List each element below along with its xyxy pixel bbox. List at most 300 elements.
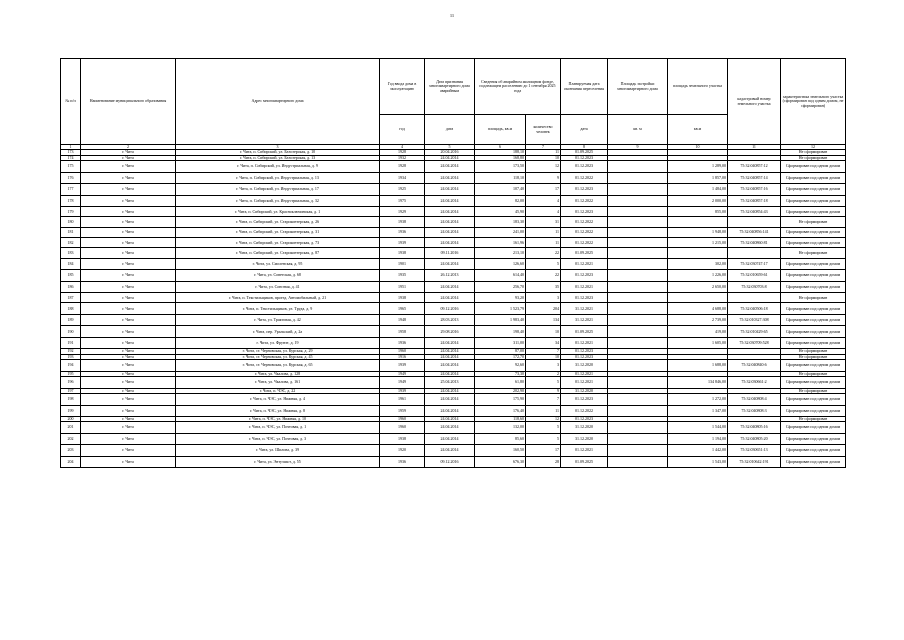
cell-area: 168,80 — [475, 155, 526, 160]
cell-area: 1 983,40 — [475, 314, 526, 326]
cell-built-up-area — [608, 293, 668, 303]
table-row — [61, 207, 846, 217]
cell-land-status: Сформирован под одним домом — [781, 184, 846, 196]
cell-year-built: 1936 — [380, 227, 425, 237]
cell-area: 73,30 — [475, 371, 526, 376]
cell-area: 118,60 — [475, 417, 526, 422]
table-row — [61, 258, 846, 270]
cell-municipality: г. Чита — [81, 150, 176, 155]
cell-area: 176,40 — [475, 405, 526, 417]
cell-year-built: 1965 — [380, 303, 425, 315]
cell-recognition-date: 09.11.2016 — [425, 248, 475, 258]
cell-planned-date: 01.09.2025 — [561, 150, 608, 155]
cell-cadastral: 75:32:040506:18 — [728, 303, 781, 315]
cell-municipality: г. Чита — [81, 248, 176, 258]
column-number: 9 — [608, 145, 668, 150]
cell-address: г. Чита, п. ЧЭС, д. 22 — [176, 388, 380, 393]
cell-municipality: г. Чита — [81, 172, 176, 184]
cell-number: 184 — [61, 258, 81, 270]
cell-land-area: 1 543,00 — [668, 456, 728, 468]
table-row — [61, 184, 846, 196]
cell-cadastral — [728, 248, 781, 258]
cell-year-built: 1939 — [380, 238, 425, 248]
cell-area: 173,50 — [475, 161, 526, 173]
table-row — [61, 314, 846, 326]
cell-municipality: г. Чита — [81, 445, 176, 457]
cell-residents: 5 — [526, 258, 561, 270]
cell-land-area: 855,00 — [668, 207, 728, 217]
cell-cadastral: 75:32:040805:20 — [728, 433, 781, 445]
cell-recognition-date: 24.04.2014 — [425, 217, 475, 227]
cell-area: 61,80 — [475, 377, 526, 389]
cell-residents: 5 — [526, 422, 561, 434]
cell-land-status: Не сформирован — [781, 354, 846, 359]
cell-municipality: г. Чита — [81, 207, 176, 217]
table-row — [61, 303, 846, 315]
cell-address: г. Чита, ул. Союзная, д. 41 — [176, 281, 380, 293]
cell-municipality: г. Чита — [81, 456, 176, 468]
cell-address: г. Чита, п. Сибирский, ул. Староконтерская, д. 87 — [176, 248, 380, 258]
cell-land-status: Сформирован под одним домом — [781, 422, 846, 434]
cell-address: г. Чита, п. Сибирский, ул. Белозерская, д. 10 — [176, 150, 380, 155]
cell-built-up-area — [608, 456, 668, 468]
cell-land-area: 1 948,00 — [668, 227, 728, 237]
cell-recognition-date: 24.04.2014 — [425, 238, 475, 248]
cell-land-area — [668, 248, 728, 258]
cell-planned-date: 31.12.2020 — [561, 388, 608, 393]
cell-municipality: г. Чита — [81, 394, 176, 406]
cell-cadastral — [728, 293, 781, 303]
cell-planned-date: 01.12.2023 — [561, 270, 608, 282]
cell-residents: 134 — [526, 314, 561, 326]
cell-year-built: 1939 — [380, 388, 425, 393]
cell-address: г. Чита, пер. Уральский, д. 2а — [176, 326, 380, 338]
cell-municipality: г. Чита — [81, 303, 176, 315]
cell-planned-date: 01.09.2025 — [561, 456, 608, 468]
cell-recognition-date: 09.12.2016 — [425, 456, 475, 468]
cell-land-area: 1 605,00 — [668, 337, 728, 349]
cell-land-status: Сформирован под одним домом — [781, 326, 846, 338]
cell-planned-date: 01.12.2022 — [561, 227, 608, 237]
cell-built-up-area — [608, 394, 668, 406]
header-emergency-fund: Сведения об аварийном жилищном фонде, подлежащем расселению до 1 сентября 2025 года — [475, 59, 561, 115]
cell-cadastral: 75:32:030709:528 — [728, 337, 781, 349]
cell-address: г. Чита, п. Сибирский, ул. Белозерская, д. 13 — [176, 155, 380, 160]
cell-residents: 35 — [526, 281, 561, 293]
cell-recognition-date: 24.04.2014 — [425, 281, 475, 293]
cell-recognition-date: 24.04.2014 — [425, 445, 475, 457]
cell-area: 175,90 — [475, 394, 526, 406]
cell-cadastral: 75:32:040840:6 — [728, 360, 781, 372]
table-row — [61, 270, 846, 282]
cell-number: 198 — [61, 394, 81, 406]
cell-residents: 3 — [526, 360, 561, 372]
cell-residents: 31 — [526, 217, 561, 227]
header-cadastral: кадастровый номер земельного участка — [728, 59, 781, 145]
cell-number: 195 — [61, 371, 81, 376]
table-row — [61, 422, 846, 434]
cell-address: г. Чита, п. Текстильщиков, ул. Труда, д. 9 — [176, 303, 380, 315]
table-row — [61, 337, 846, 349]
cell-recognition-date: 24.04.2014 — [425, 394, 475, 406]
cell-residents: 204 — [526, 303, 561, 315]
cell-recognition-date: 24.04.2014 — [425, 258, 475, 270]
cell-number: 200 — [61, 417, 81, 422]
cell-cadastral — [728, 217, 781, 227]
cell-land-area: 2 739,00 — [668, 314, 728, 326]
cell-cadastral: 75:32:010659:61 — [728, 270, 781, 282]
cell-year-built: 1928 — [380, 150, 425, 155]
cell-area: 160,50 — [475, 445, 526, 457]
cell-built-up-area — [608, 217, 668, 227]
cell-planned-date: 01.12.2023 — [561, 207, 608, 217]
cell-recognition-date: 24.04.2014 — [425, 360, 475, 372]
cell-year-built: 1936 — [380, 337, 425, 349]
cell-cadastral: 75:32:040857:18 — [728, 195, 781, 207]
cell-year-built: 1938 — [380, 248, 425, 258]
cell-land-area: 1 688,00 — [668, 360, 728, 372]
table-row — [61, 445, 846, 457]
cell-residents: 5 — [526, 433, 561, 445]
cell-municipality: г. Чита — [81, 184, 176, 196]
cell-cadastral: 75:32:040857:14 — [728, 172, 781, 184]
cell-planned-date: 01.12.2022 — [561, 405, 608, 417]
cell-year-built: 1960 — [380, 349, 425, 354]
cell-planned-date: 31.12.2020 — [561, 433, 608, 445]
cell-address: г. Чита, ул. Трактовая, д. 42 — [176, 314, 380, 326]
cell-recognition-date: 09.12.2016 — [425, 303, 475, 315]
cell-municipality: г. Чита — [81, 388, 176, 393]
cell-land-area: 2 650,00 — [668, 281, 728, 293]
cell-year-built: 1959 — [380, 405, 425, 417]
cell-year-built: 1960 — [380, 422, 425, 434]
cell-built-up-area — [608, 161, 668, 173]
cell-area: 45,90 — [475, 207, 526, 217]
cell-land-status: Не сформирован — [781, 217, 846, 227]
cell-year-built: 1928 — [380, 161, 425, 173]
subheader-date: дата — [425, 115, 475, 145]
cell-number: 199 — [61, 405, 81, 417]
cell-residents: 11 — [526, 238, 561, 248]
cell-land-status: Сформирован под одним домом — [781, 445, 846, 457]
table-body — [61, 150, 846, 468]
cell-planned-date: 01.12.2023 — [561, 293, 608, 303]
cell-land-area: 1 544,00 — [668, 422, 728, 434]
cell-cadastral: 75:32:030661:2 — [728, 377, 781, 389]
cell-residents: 3 — [526, 293, 561, 303]
column-number: 1 — [61, 145, 81, 150]
page-number: 11 — [449, 13, 455, 18]
header-municipality: Наименование муниципального образования — [81, 59, 176, 145]
cell-cadastral: 75:32:040857:16 — [728, 184, 781, 196]
cell-address: г. Чита, п. ЧЭС, ул. Нижняя, д. 10 — [176, 417, 380, 422]
subheader-year: год — [380, 115, 425, 145]
cell-recognition-date: 24.04.2014 — [425, 184, 475, 196]
cell-area: 132,00 — [475, 422, 526, 434]
cell-year-built: 1932 — [380, 155, 425, 160]
cell-year-built: 1901 — [380, 258, 425, 270]
cell-land-area: 419,00 — [668, 326, 728, 338]
cell-address: г. Чита, п. Сибирский, ул. Староконтерская, д. 26 — [176, 217, 380, 227]
cell-number: 189 — [61, 314, 81, 326]
cell-address: г. Чита, п. Сибирский, ул. Староконтерская, д. 31 — [176, 227, 380, 237]
cell-built-up-area — [608, 195, 668, 207]
cell-area: 161,96 — [475, 238, 526, 248]
cell-land-status: Не сформирован — [781, 293, 846, 303]
cell-land-status: Сформирован под одним домом — [781, 281, 846, 293]
cell-year-built: 1948 — [380, 314, 425, 326]
cell-land-area: 1 857,00 — [668, 172, 728, 184]
subheader-built-sqm: кв. м — [608, 115, 668, 145]
cell-recognition-date: 24.04.2014 — [425, 417, 475, 422]
subheader-plan-date: дата — [561, 115, 608, 145]
cell-cadastral: 75:32:040808:3 — [728, 405, 781, 417]
cell-residents: 9 — [526, 172, 561, 184]
cell-year-built: 1938 — [380, 433, 425, 445]
cell-recognition-date: 24.04.2014 — [425, 227, 475, 237]
cell-residents: 4 — [526, 207, 561, 217]
table-row — [61, 405, 846, 417]
cell-area: 311,00 — [475, 337, 526, 349]
cell-recognition-date: 24.04.2014 — [425, 349, 475, 354]
cell-recognition-date: 24.04.2014 — [425, 293, 475, 303]
cell-residents: 10 — [526, 326, 561, 338]
cell-land-status: Сформирован под одним домом — [781, 405, 846, 417]
cell-built-up-area — [608, 184, 668, 196]
cell-built-up-area — [608, 303, 668, 315]
cell-planned-date: 31.12.2021 — [561, 314, 608, 326]
cell-address: г. Чита, ст. Черновская, ул. Курская, д. 45 — [176, 354, 380, 359]
cell-built-up-area — [608, 258, 668, 270]
cell-number: 188 — [61, 303, 81, 315]
cell-municipality: г. Чита — [81, 405, 176, 417]
cell-year-built: 1920 — [380, 445, 425, 457]
cell-area: 1 523,79 — [475, 303, 526, 315]
cell-municipality: г. Чита — [81, 270, 176, 282]
cell-area: 256,70 — [475, 281, 526, 293]
cell-land-status: Не сформирован — [781, 150, 846, 155]
cell-municipality: г. Чита — [81, 417, 176, 422]
cell-year-built: 1958 — [380, 326, 425, 338]
cell-residents: 9 — [526, 388, 561, 393]
table-row — [61, 195, 846, 207]
cell-land-area: 1 484,00 — [668, 184, 728, 196]
cell-recognition-date: 24.04.2014 — [425, 405, 475, 417]
cell-residents: 12 — [526, 161, 561, 173]
cell-municipality: г. Чита — [81, 195, 176, 207]
cell-built-up-area — [608, 281, 668, 293]
cell-land-status: Не сформирован — [781, 248, 846, 258]
cell-built-up-area — [608, 248, 668, 258]
cell-land-status: Сформирован под одним домом — [781, 337, 846, 349]
cell-year-built: 1925 — [380, 184, 425, 196]
cell-area: 92,60 — [475, 360, 526, 372]
cell-year-built: 1949 — [380, 371, 425, 376]
cell-built-up-area — [608, 433, 668, 445]
cell-planned-date: 01.12.2022 — [561, 238, 608, 248]
cell-built-up-area — [608, 326, 668, 338]
cell-land-area: 4 688,00 — [668, 303, 728, 315]
cell-planned-date: 01.12.2023 — [561, 354, 608, 359]
cell-planned-date: 01.12.2022 — [561, 195, 608, 207]
header-planned-date: Планируемая дата окончания переселения — [561, 59, 608, 115]
column-number: 6 — [475, 145, 526, 150]
column-number: 4 — [380, 145, 425, 150]
cell-municipality: г. Чита — [81, 349, 176, 354]
cell-area: 118,10 — [475, 172, 526, 184]
housing-table — [60, 58, 846, 468]
cell-municipality: г. Чита — [81, 326, 176, 338]
header-land-status: характеристика земельного участка (сформирован под одним домом, не сформирован) — [781, 59, 846, 145]
cell-recognition-date: 24.04.2014 — [425, 337, 475, 349]
cell-recognition-date: 25.04.2013 — [425, 377, 475, 389]
cell-recognition-date: 24.04.2014 — [425, 433, 475, 445]
cell-recognition-date: 24.04.2014 — [425, 371, 475, 376]
cell-built-up-area — [608, 270, 668, 282]
cell-planned-date: 01.12.2021 — [561, 258, 608, 270]
cell-land-area — [668, 217, 728, 227]
cell-built-up-area — [608, 207, 668, 217]
cell-planned-date: 01.09.2025 — [561, 326, 608, 338]
cell-planned-date: 01.12.2023 — [561, 155, 608, 160]
cell-land-area — [668, 293, 728, 303]
cell-residents: 2 — [526, 371, 561, 376]
cell-area: 188,10 — [475, 150, 526, 155]
cell-land-area: 1 226,00 — [668, 270, 728, 282]
cell-cadastral: 75:32:040805:16 — [728, 422, 781, 434]
cell-cadastral: 75:32:040856:141 — [728, 227, 781, 237]
cell-municipality: г. Чита — [81, 258, 176, 270]
cell-address: г. Чита, ст. Черновская, ул. Курская, д. 65 — [176, 360, 380, 372]
cell-cadastral: 75:32:040860:81 — [728, 238, 781, 248]
cell-number: 174 — [61, 155, 81, 160]
cell-area: 85,60 — [475, 433, 526, 445]
cell-number: 178 — [61, 195, 81, 207]
cell-planned-date: 01.12.2023 — [561, 161, 608, 173]
cell-address: г. Чита, п. Сибирский, ул. Индустриальная, д. 13 — [176, 172, 380, 184]
cell-municipality: г. Чита — [81, 293, 176, 303]
cell-residents: 7 — [526, 394, 561, 406]
cell-recognition-date: 24.04.2014 — [425, 354, 475, 359]
cell-area: 93,20 — [475, 293, 526, 303]
cell-residents: 28 — [526, 456, 561, 468]
table-row — [61, 281, 846, 293]
cell-area: 676,30 — [475, 456, 526, 468]
cell-address: г. Чита, п. Сибирский, ул. Староконтерская, д. 73 — [176, 238, 380, 248]
cell-recognition-date: 24.04.2014 — [425, 422, 475, 434]
cell-area: 87,00 — [475, 349, 526, 354]
cell-residents: 17 — [526, 184, 561, 196]
header-recognition-date: Дата признания многоквартирного дома аварийным — [425, 59, 475, 115]
cell-cadastral: 75:32:030747:17 — [728, 258, 781, 270]
cell-planned-date: 01.12.2021 — [561, 445, 608, 457]
column-number: 11 — [728, 145, 781, 150]
table-row — [61, 227, 846, 237]
cell-land-area: 2 000,00 — [668, 195, 728, 207]
table-row — [61, 217, 846, 227]
cell-planned-date: 01.12.2021 — [561, 281, 608, 293]
cell-year-built: 1916 — [380, 354, 425, 359]
cell-land-status: Сформирован под одним домом — [781, 303, 846, 315]
cell-address: г. Чита, п. Сибирский, ул. Индустриальная, д. 17 — [176, 184, 380, 196]
cell-planned-date: 01.12.2023 — [561, 394, 608, 406]
cell-built-up-area — [608, 422, 668, 434]
cell-residents: 22 — [526, 248, 561, 258]
cell-residents: 34 — [526, 337, 561, 349]
cell-municipality: г. Чита — [81, 155, 176, 160]
cell-recognition-date: 29.08.2016 — [425, 326, 475, 338]
cell-residents: 4 — [526, 195, 561, 207]
cell-address: г. Чита, п. Сибирский, ул. Красноключинская, д. 1 — [176, 207, 380, 217]
cell-year-built: 1975 — [380, 195, 425, 207]
cell-planned-date: 01.12.2021 — [561, 371, 608, 376]
table-row — [61, 293, 846, 303]
cell-number: 203 — [61, 445, 81, 457]
cell-recognition-date: 24.04.2014 — [425, 195, 475, 207]
subheader-area: площадь, кв.м — [475, 115, 526, 145]
cell-area: 202,90 — [475, 388, 526, 393]
cell-address: г. Чита, ул. Смоленская, д. 95 — [176, 258, 380, 270]
cell-area: 126,60 — [475, 258, 526, 270]
cell-planned-date: 01.12.2023 — [561, 417, 608, 422]
cell-number: 173 — [61, 150, 81, 155]
cell-year-built: 1938 — [380, 217, 425, 227]
cell-area: 241,00 — [475, 227, 526, 237]
cell-area: 183,30 — [475, 217, 526, 227]
cell-municipality: г. Чита — [81, 281, 176, 293]
cell-address: г. Чита, п. Сибирский, ул. Индустриальная, д. 32 — [176, 195, 380, 207]
cell-address: г. Чита, п. Текстильщиков, проезд. Автомобильный, д. 21 — [176, 293, 380, 303]
cell-built-up-area — [608, 405, 668, 417]
cell-municipality: г. Чита — [81, 354, 176, 359]
cell-area: 107,40 — [475, 184, 526, 196]
cell-residents: 17 — [526, 445, 561, 457]
cell-number: 196 — [61, 377, 81, 389]
cell-year-built: 1938 — [380, 293, 425, 303]
cell-built-up-area — [608, 337, 668, 349]
table-row — [61, 377, 846, 389]
cell-land-area: 1 289,00 — [668, 161, 728, 173]
cell-land-status: Сформирован под одним домом — [781, 258, 846, 270]
cell-address: г. Чита, п. Сибирский, ул. Индустриальная, д. 9 — [176, 161, 380, 173]
cell-cadastral: 75:32:040808:4 — [728, 394, 781, 406]
table-row — [61, 394, 846, 406]
cell-residents: 5 — [526, 377, 561, 389]
cell-address: г. Чита, ул. Энтузиаст, д. 55 — [176, 456, 380, 468]
cell-planned-date: 31.12.2020 — [561, 422, 608, 434]
cell-municipality: г. Чита — [81, 360, 176, 372]
cell-recognition-date: 28.03.2013 — [425, 314, 475, 326]
table-row — [61, 456, 846, 468]
cell-municipality: г. Чита — [81, 433, 176, 445]
cell-built-up-area — [608, 238, 668, 248]
cell-recognition-date: 24.04.2014 — [425, 388, 475, 393]
cell-number: 181 — [61, 227, 81, 237]
cell-land-area: 302,00 — [668, 258, 728, 270]
cell-built-up-area — [608, 172, 668, 184]
cell-address: г. Чита, п. ЧЭС, ул. Почтовая, д. 1 — [176, 422, 380, 434]
cell-residents: 10 — [526, 155, 561, 160]
cell-cadastral: 75:32:040857:12 — [728, 161, 781, 173]
cell-number: 191 — [61, 337, 81, 349]
cell-built-up-area — [608, 314, 668, 326]
cell-residents: 7 — [526, 349, 561, 354]
cell-number: 201 — [61, 422, 81, 434]
cell-residents: 10 — [526, 354, 561, 359]
cell-number: 193 — [61, 354, 81, 359]
cell-number: 194 — [61, 360, 81, 372]
cell-land-status: Сформирован под одним домом — [781, 172, 846, 184]
